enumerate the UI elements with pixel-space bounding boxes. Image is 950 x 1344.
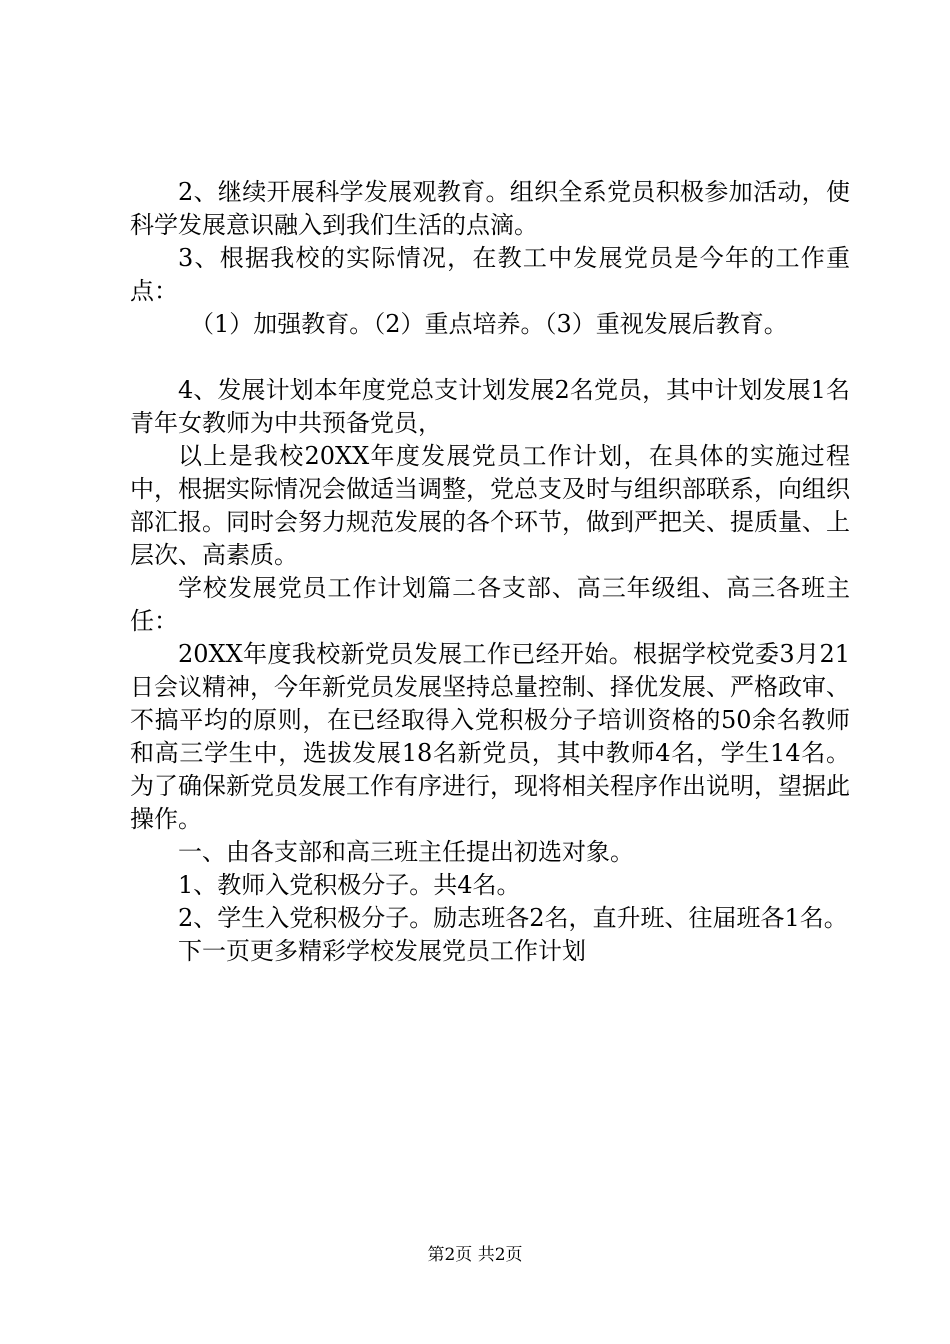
next-page-link[interactable]: 下一页更多精彩学校发展党员工作计划 — [178, 937, 586, 965]
paragraph-section-two-heading: 学校发展党员工作计划篇二各支部、高三年级组、高三各班主任： — [130, 574, 850, 635]
page-number-label: 第2页 共2页 — [427, 1245, 523, 1265]
paragraph-student-activists: 2、学生入党积极分子。励志班各2名，直升班、往届班各1名。 — [178, 904, 848, 932]
paragraph-item-2: 2、继续开展科学发展观教育。组织全系党员积极参加活动，使科学发展意识融入到我们生活的点滴。 — [130, 178, 850, 239]
paragraph-sub-items: （1）加强教育。（2）重点培养。（3）重视发展后教育。 — [190, 310, 788, 338]
paragraph-item-3: 3、根据我校的实际情况，在教工中发展党员是今年的工作重点： — [130, 244, 850, 305]
paragraph-item-4: 4、发展计划本年度党总支计划发展2名党员，其中计划发展1名青年女教师为中共预备党员， — [130, 376, 850, 437]
page-footer — [0, 1244, 950, 1266]
paragraph-teacher-activists: 1、教师入党积极分子。共4名。 — [178, 871, 521, 899]
paragraph-summary: 以上是我校20XX年度发展党员工作计划，在具体的实施过程中，根据实际情况会做适当调整，党总支及时与组织部联系，向组织部汇报。同时会努力规范发展的各个环节，做到严把关、提质量、上层次、高素质。 — [130, 442, 850, 569]
paragraph-step-one: 一、由各支部和高三班主任提出初选对象。 — [178, 838, 634, 866]
paragraph-section-two-body: 20XX年度我校新党员发展工作已经开始。根据学校党委3月21日会议精神，今年新党员发展坚持总量控制、择优发展、严格政审、不搞平均的原则，在已经取得入党积极分子培训资格的50余名教师和高三学生中，选拔发展18名新党员，其中教师4名，学生14名。为了确保新党员发展工作有序进行，现将相关程序作出说明，望据此操作。 — [130, 640, 850, 833]
document-body — [130, 176, 850, 968]
paragraph-gap — [130, 341, 850, 374]
